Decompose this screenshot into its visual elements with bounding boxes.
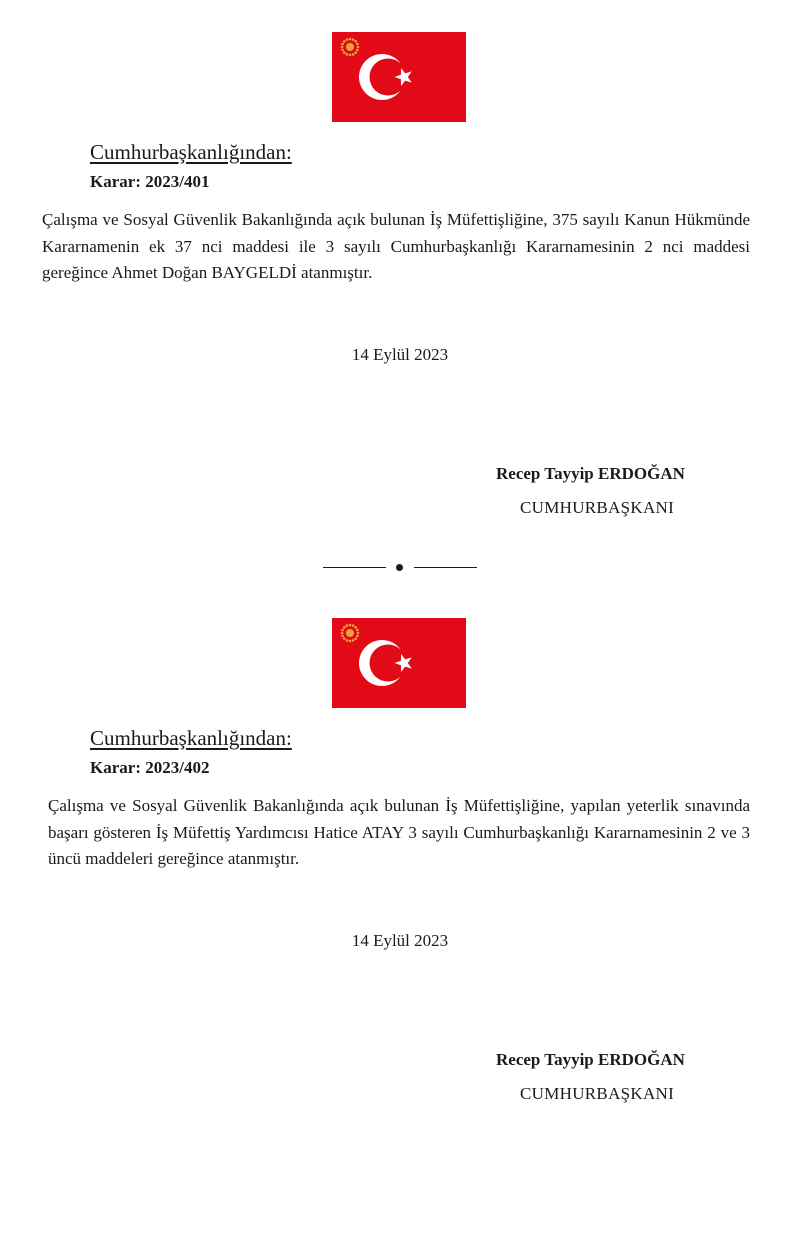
decision-body: Çalışma ve Sosyal Güvenlik Bakanlığında açık bulunan İş Müfettişliğine, 375 sayılı Kanun Hükmünde Kararnamenin ek 37 nci maddesi ile 3 sayılı Cumhurbaşkanlığı Kararnamesinin 2 nci maddesi gereğince Ahmet Doğan BAYGELDİ atanmıştır. <box>42 210 750 282</box>
separator-dot-icon <box>396 564 403 571</box>
separator-line-right <box>414 567 477 568</box>
signer-name: Recep Tayyip ERDOĞAN <box>496 464 685 483</box>
flag-with-seal-icon <box>332 618 466 708</box>
decision-body: Çalışma ve Sosyal Güvenlik Bakanlığında açık bulunan İş Müfettişliğine, yapılan yeterlik sınavında başarı gösteren İş Müfettiş Yardımcısı Hatice ATAY 3 sayılı Cumhurbaşkanlığı Kararnamesinin 2 ve 3 üncü maddeleri gereğince atanmıştır. <box>48 796 750 868</box>
decision-number: Karar: 2023/402 <box>90 758 210 777</box>
decision-date: 14 Eylül 2023 <box>351 345 449 364</box>
turkish-flag-emblem <box>332 32 466 122</box>
turkish-flag-emblem <box>332 618 466 708</box>
flag-with-seal-icon <box>332 32 466 122</box>
issuer-heading: Cumhurbaşkanlığından: <box>90 726 292 750</box>
separator-line-left <box>323 567 386 568</box>
issuer-heading: Cumhurbaşkanlığından: <box>90 140 292 164</box>
section-separator <box>323 561 477 573</box>
decision-2023-402 <box>0 586 800 1146</box>
signer-title: CUMHURBAŞKANI <box>520 1084 675 1103</box>
decision-number: Karar: 2023/401 <box>90 172 210 191</box>
decision-2023-401 <box>0 0 800 560</box>
signer-title: CUMHURBAŞKANI <box>520 498 675 517</box>
decision-date: 14 Eylül 2023 <box>351 931 449 950</box>
signer-name: Recep Tayyip ERDOĞAN <box>496 1050 685 1069</box>
